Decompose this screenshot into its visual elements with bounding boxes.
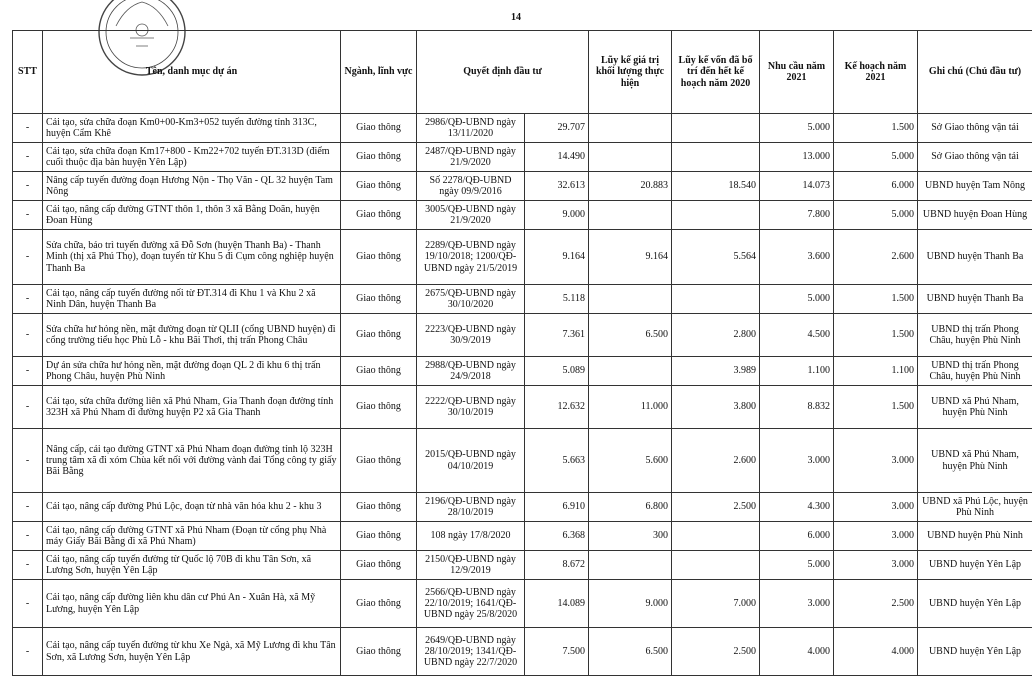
- sector: Giao thông: [341, 230, 417, 285]
- cumulative-value: 20.883: [589, 172, 672, 201]
- row-stt: -: [13, 201, 43, 230]
- total-investment: 12.632: [525, 386, 589, 429]
- plan-2021: 1.500: [834, 285, 918, 314]
- sector: Giao thông: [341, 628, 417, 676]
- investor-note: UBND huyện Yên Lập: [918, 628, 1032, 676]
- table-row: [13, 628, 1032, 676]
- total-investment: 8.672: [525, 551, 589, 580]
- table-row: [13, 386, 1032, 429]
- cumulative-value: 6.500: [589, 314, 672, 357]
- sector: Giao thông: [341, 551, 417, 580]
- cumulative-value: 5.600: [589, 429, 672, 493]
- demand-2021: 3.000: [760, 580, 834, 628]
- row-stt: -: [13, 230, 43, 285]
- project-name: Cải tạo, nâng cấp đường Phú Lộc, đoạn từ nhà văn hóa khu 2 - khu 3: [43, 493, 341, 522]
- table-row: [13, 357, 1032, 386]
- investment-decision: 2988/QĐ-UBND ngày 24/9/2018: [417, 357, 525, 386]
- investment-decision: 2649/QĐ-UBND ngày 28/10/2019; 1341/QĐ-UBND ngày 22/7/2020: [417, 628, 525, 676]
- cumulative-capital: 2.500: [672, 493, 760, 522]
- plan-2021: 3.000: [834, 429, 918, 493]
- investor-note: UBND huyện Tam Nông: [918, 172, 1032, 201]
- investor-note: UBND thị trấn Phong Châu, huyện Phù Ninh: [918, 357, 1032, 386]
- plan-2021: 5.000: [834, 143, 918, 172]
- total-investment: 6.910: [525, 493, 589, 522]
- project-name: Cải tạo, nâng cấp tuyến đường từ Quốc lộ 70B đi khu Tân Sơn, xã Lương Sơn, huyện Yên Lập: [43, 551, 341, 580]
- table-row: [13, 285, 1032, 314]
- investment-decision: 2675/QĐ-UBND ngày 30/10/2020: [417, 285, 525, 314]
- plan-2021: 6.000: [834, 172, 918, 201]
- plan-2021: 1.500: [834, 386, 918, 429]
- plan-2021: 1.100: [834, 357, 918, 386]
- investor-note: UBND xã Phú Nham, huyện Phù Ninh: [918, 429, 1032, 493]
- project-name: Sửa chữa hư hỏng nền, mặt đường đoạn từ QLII (cổng UBND huyện) đi cổng trường tiểu học Phù Lỗ - khu Bãi Thơi, thị trấn Phong Châu: [43, 314, 341, 357]
- investment-decision: 2566/QĐ-UBND ngày 22/10/2019; 1641/QĐ-UBND ngày 25/8/2020: [417, 580, 525, 628]
- plan-2021: 1.500: [834, 314, 918, 357]
- cumulative-value: 11.000: [589, 386, 672, 429]
- investor-note: UBND huyện Thanh Ba: [918, 285, 1032, 314]
- cumulative-capital: [672, 201, 760, 230]
- total-investment: 5.089: [525, 357, 589, 386]
- cumulative-capital: 3.989: [672, 357, 760, 386]
- cumulative-capital: 7.000: [672, 580, 760, 628]
- row-stt: -: [13, 357, 43, 386]
- table-header-row: [13, 31, 1032, 114]
- demand-2021: 5.000: [760, 285, 834, 314]
- sector: Giao thông: [341, 493, 417, 522]
- cumulative-capital: [672, 114, 760, 143]
- row-stt: -: [13, 285, 43, 314]
- table-row: [13, 493, 1032, 522]
- header-sector: Ngành, lĩnh vực: [341, 31, 417, 114]
- total-investment: 5.663: [525, 429, 589, 493]
- cumulative-capital: 18.540: [672, 172, 760, 201]
- demand-2021: 6.000: [760, 522, 834, 551]
- plan-2021: 3.000: [834, 551, 918, 580]
- total-investment: 29.707: [525, 114, 589, 143]
- sector: Giao thông: [341, 314, 417, 357]
- page-number: 14: [511, 12, 521, 23]
- cumulative-capital: [672, 551, 760, 580]
- row-stt: -: [13, 522, 43, 551]
- sector: Giao thông: [341, 386, 417, 429]
- row-stt: -: [13, 493, 43, 522]
- table-row: [13, 551, 1032, 580]
- plan-2021: 2.500: [834, 580, 918, 628]
- cumulative-value: [589, 201, 672, 230]
- cumulative-capital: 2.600: [672, 429, 760, 493]
- row-stt: -: [13, 551, 43, 580]
- row-stt: -: [13, 386, 43, 429]
- demand-2021: 5.000: [760, 551, 834, 580]
- cumulative-value: [589, 551, 672, 580]
- header-cumulative-capital: Lũy kế vốn đã bố trí đến hết kế hoạch năm 2020: [672, 31, 760, 114]
- sector: Giao thông: [341, 143, 417, 172]
- investor-note: UBND xã Phú Lộc, huyện Phù Ninh: [918, 493, 1032, 522]
- sector: Giao thông: [341, 285, 417, 314]
- table-row: [13, 230, 1032, 285]
- row-stt: -: [13, 314, 43, 357]
- sector: Giao thông: [341, 357, 417, 386]
- header-stt: STT: [13, 31, 43, 114]
- project-name: Dự án sửa chữa hư hỏng nền, mặt đường đoạn QL 2 đi khu 6 thị trấn Phong Châu, huyện Phù Ninh: [43, 357, 341, 386]
- cumulative-capital: [672, 143, 760, 172]
- investment-decision: 3005/QĐ-UBND ngày 21/9/2020: [417, 201, 525, 230]
- investment-decision: 108 ngày 17/8/2020: [417, 522, 525, 551]
- cumulative-capital: 2.800: [672, 314, 760, 357]
- table-row: [13, 201, 1032, 230]
- table-row: [13, 314, 1032, 357]
- sector: Giao thông: [341, 201, 417, 230]
- sector: Giao thông: [341, 429, 417, 493]
- table-row: [13, 580, 1032, 628]
- investor-note: UBND huyện Yên Lập: [918, 551, 1032, 580]
- project-name: Cải tạo, nâng cấp tuyến đường nối từ ĐT.314 đi Khu 1 và Khu 2 xã Ninh Dân, huyện Thanh Ba: [43, 285, 341, 314]
- row-stt: -: [13, 114, 43, 143]
- cumulative-value: 9.000: [589, 580, 672, 628]
- investor-note: UBND huyện Yên Lập: [918, 580, 1032, 628]
- demand-2021: 3.600: [760, 230, 834, 285]
- row-stt: -: [13, 628, 43, 676]
- project-name: Cải tạo, sửa chữa đoạn Km0+00-Km3+052 tuyến đường tỉnh 313C, huyện Cẩm Khê: [43, 114, 341, 143]
- cumulative-capital: [672, 285, 760, 314]
- table-row: [13, 143, 1032, 172]
- demand-2021: 3.000: [760, 429, 834, 493]
- total-investment: 9.000: [525, 201, 589, 230]
- total-investment: 14.490: [525, 143, 589, 172]
- investment-decision: 2015/QĐ-UBND ngày 04/10/2019: [417, 429, 525, 493]
- plan-2021: 4.000: [834, 628, 918, 676]
- investment-decision: 2196/QĐ-UBND ngày 28/10/2019: [417, 493, 525, 522]
- cumulative-capital: 5.564: [672, 230, 760, 285]
- plan-2021: 1.500: [834, 114, 918, 143]
- cumulative-capital: 3.800: [672, 386, 760, 429]
- total-investment: 32.613: [525, 172, 589, 201]
- investor-note: UBND xã Phú Nham, huyện Phù Ninh: [918, 386, 1032, 429]
- investment-decision: 2150/QĐ-UBND ngày 12/9/2019: [417, 551, 525, 580]
- total-investment: 9.164: [525, 230, 589, 285]
- sector: Giao thông: [341, 522, 417, 551]
- cumulative-value: 300: [589, 522, 672, 551]
- header-plan-2021: Kế hoạch năm 2021: [834, 31, 918, 114]
- project-name: Cải tạo, nâng cấp đường GTNT xã Phú Nham (Đoạn từ cổng phụ Nhà máy Giấy Bãi Bằng đi xã Phú Nham): [43, 522, 341, 551]
- project-name: Cải tạo, nâng cấp đường GTNT thôn 1, thôn 3 xã Bằng Doãn, huyện Đoan Hùng: [43, 201, 341, 230]
- demand-2021: 13.000: [760, 143, 834, 172]
- sector: Giao thông: [341, 172, 417, 201]
- table-row: [13, 172, 1032, 201]
- total-investment: 5.118: [525, 285, 589, 314]
- cumulative-value: 9.164: [589, 230, 672, 285]
- plan-2021: 3.000: [834, 522, 918, 551]
- investment-decision: 2223/QĐ-UBND ngày 30/9/2019: [417, 314, 525, 357]
- project-name: Cải tạo, sửa chữa đoạn Km17+800 - Km22+702 tuyến ĐT.313D (điểm cuối thuộc địa bàn huyện Yên Lập): [43, 143, 341, 172]
- project-name: Nâng cấp, cải tạo đường GTNT xã Phú Nham đoạn đường tỉnh lộ 323H trung tâm xã đi xóm Chùa kết nối với đường vành đai Tổng công ty giấy Bãi Bằng: [43, 429, 341, 493]
- plan-2021: 3.000: [834, 493, 918, 522]
- cumulative-value: [589, 143, 672, 172]
- row-stt: -: [13, 143, 43, 172]
- total-investment: 7.361: [525, 314, 589, 357]
- cumulative-capital: 2.500: [672, 628, 760, 676]
- cumulative-value: 6.800: [589, 493, 672, 522]
- investment-decision: 2487/QĐ-UBND ngày 21/9/2020: [417, 143, 525, 172]
- cumulative-value: [589, 357, 672, 386]
- investment-project-table: [12, 30, 1032, 676]
- total-investment: 7.500: [525, 628, 589, 676]
- demand-2021: 7.800: [760, 201, 834, 230]
- project-name: Nâng cấp tuyến đường đoạn Hương Nộn - Thọ Văn - QL 32 huyện Tam Nông: [43, 172, 341, 201]
- total-investment: 14.089: [525, 580, 589, 628]
- demand-2021: 4.300: [760, 493, 834, 522]
- investor-note: UBND huyện Thanh Ba: [918, 230, 1032, 285]
- investor-note: Sở Giao thông vận tải: [918, 114, 1032, 143]
- investment-decision: 2986/QĐ-UBND ngày 13/11/2020: [417, 114, 525, 143]
- table-row: [13, 522, 1032, 551]
- header-investment-decision: Quyết định đầu tư: [417, 31, 589, 114]
- demand-2021: 4.000: [760, 628, 834, 676]
- investment-decision: 2289/QĐ-UBND ngày 19/10/2018; 1200/QĐ-UBND ngày 21/5/2019: [417, 230, 525, 285]
- table-row: [13, 429, 1032, 493]
- sector: Giao thông: [341, 114, 417, 143]
- investor-note: UBND huyện Đoan Hùng: [918, 201, 1032, 230]
- plan-2021: 2.600: [834, 230, 918, 285]
- cumulative-value: [589, 114, 672, 143]
- plan-2021: 5.000: [834, 201, 918, 230]
- header-cumulative-value: Lũy kế giá trị khối lượng thực hiện: [589, 31, 672, 114]
- project-name: Cải tạo, nâng cấp đường liên khu dân cư Phú An - Xuân Hà, xã Mỹ Lương, huyện Yên Lập: [43, 580, 341, 628]
- sector: Giao thông: [341, 580, 417, 628]
- demand-2021: 14.073: [760, 172, 834, 201]
- investor-note: UBND huyện Phù Ninh: [918, 522, 1032, 551]
- demand-2021: 8.832: [760, 386, 834, 429]
- header-note-owner: Ghi chú (Chủ đầu tư): [918, 31, 1032, 114]
- demand-2021: 5.000: [760, 114, 834, 143]
- demand-2021: 4.500: [760, 314, 834, 357]
- total-investment: 6.368: [525, 522, 589, 551]
- header-project-name: Tên, danh mục dự án: [43, 31, 341, 114]
- row-stt: -: [13, 172, 43, 201]
- cumulative-capital: [672, 522, 760, 551]
- demand-2021: 1.100: [760, 357, 834, 386]
- investor-note: UBND thị trấn Phong Châu, huyện Phù Ninh: [918, 314, 1032, 357]
- row-stt: -: [13, 580, 43, 628]
- header-demand-2021: Nhu cầu năm 2021: [760, 31, 834, 114]
- investor-note: Sở Giao thông vận tải: [918, 143, 1032, 172]
- cumulative-value: 6.500: [589, 628, 672, 676]
- table-row: [13, 114, 1032, 143]
- project-name: Cải tạo, nâng cấp tuyến đường từ khu Xe Ngà, xã Mỹ Lương đi khu Tân Sơn, xã Lương Sơn, huyện Yên Lập: [43, 628, 341, 676]
- cumulative-value: [589, 285, 672, 314]
- investment-decision: 2222/QĐ-UBND ngày 30/10/2019: [417, 386, 525, 429]
- row-stt: -: [13, 429, 43, 493]
- project-name: Cải tạo, sửa chữa đường liên xã Phú Nham, Gia Thanh đoạn đường tỉnh 323H xã Phú Nham đi đường huyện P2 xã Gia Thanh: [43, 386, 341, 429]
- project-name: Sửa chữa, bảo trì tuyến đường xã Đỗ Sơn (huyện Thanh Ba) - Thanh Minh (thị xã Phú Thọ), đoạn tuyến từ Khu 5 đi Cụm công nghiệp huyện Thanh Ba: [43, 230, 341, 285]
- investment-decision: Số 2278/QĐ-UBND ngày 09/9/2016: [417, 172, 525, 201]
